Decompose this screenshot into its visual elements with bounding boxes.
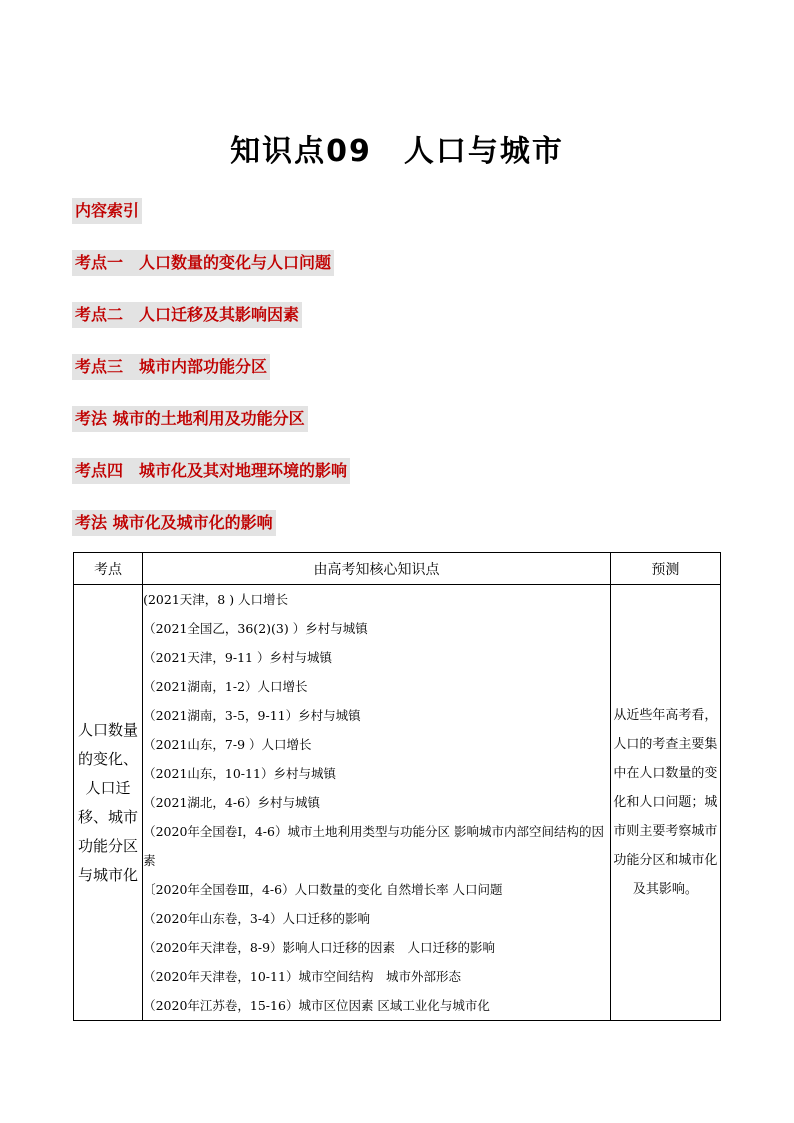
index-item-kaofa-1: [72, 406, 350, 458]
index-item-label: 考法 城市化及城市化的影响: [72, 510, 276, 536]
list-item: （2020年山东卷，3-4）人口迁移的影响: [143, 911, 371, 926]
list-item: （2021全国乙，36(2)(3) ）乡村与城镇: [143, 621, 368, 636]
list-item: (2021天津，8 ) 人口增长: [143, 592, 289, 607]
index-item-kaodian-1: [72, 250, 350, 302]
list-item: （2021天津，9-11 ）乡村与城镇: [143, 650, 332, 665]
page-title: 知识点09 人口与城市: [230, 134, 564, 169]
topic-cell: 人口数量的变化、人口迁移、城市功能分区与城市化: [74, 585, 143, 1021]
points-cell: [143, 585, 611, 1021]
exam-points-list: [143, 585, 610, 1020]
list-item: （2021湖北，4-6）乡村与城镇: [143, 795, 321, 810]
index-item-kaodian-3: [72, 354, 350, 406]
table-header-row: [74, 553, 721, 585]
index-heading-label: 内容索引: [72, 198, 142, 224]
list-item: （2020年江苏卷，15-16）城市区位因素 区域工业化与城市化: [143, 998, 490, 1013]
header-points: 由高考知核心知识点: [143, 553, 611, 585]
index-item-label: 考点一 人口数量的变化与人口问题: [72, 250, 334, 276]
header-topic: 考点: [74, 553, 143, 585]
index-item-label: 考点四 城市化及其对地理环境的影响: [72, 458, 350, 484]
content-index: [72, 198, 350, 562]
index-item-label: 考点三 城市内部功能分区: [72, 354, 270, 380]
table-row: [74, 585, 721, 1021]
list-item: （2020年全国卷Ⅰ，4-6）城市土地利用类型与功能分区 影响城市内部空间结构的因素: [143, 824, 604, 868]
list-item: （2021湖南，1-2）人口增长: [143, 679, 308, 694]
list-item: （2020年天津卷，8-9）影响人口迁移的因素 人口迁移的影响: [143, 940, 496, 955]
list-item: （2021山东，10-11）乡村与城镇: [143, 766, 336, 781]
index-item-label: 考点二 人口迁移及其影响因素: [72, 302, 302, 328]
prediction-cell: 从近些年高考看，人口的考查主要集中在人口数量的变化和人口问题；城市则主要考察城市功能分区和城市化及其影响。: [610, 585, 720, 1021]
list-item: （2021湖南，3-5，9-11）乡村与城镇: [143, 708, 361, 723]
index-item-kaodian-4: [72, 458, 350, 510]
index-item-label: 考法 城市的土地利用及功能分区: [72, 406, 308, 432]
index-heading: [72, 198, 350, 250]
list-item: （2020年天津卷，10-11）城市空间结构 城市外部形态: [143, 969, 461, 984]
header-prediction: 预测: [610, 553, 720, 585]
list-item: 〔2020年全国卷Ⅲ，4-6）人口数量的变化 自然增长率 人口问题: [143, 882, 503, 897]
index-item-kaodian-2: [72, 302, 350, 354]
knowledge-point-table: [73, 552, 721, 1021]
list-item: （2021山东，7-9 ）人口增长: [143, 737, 312, 752]
